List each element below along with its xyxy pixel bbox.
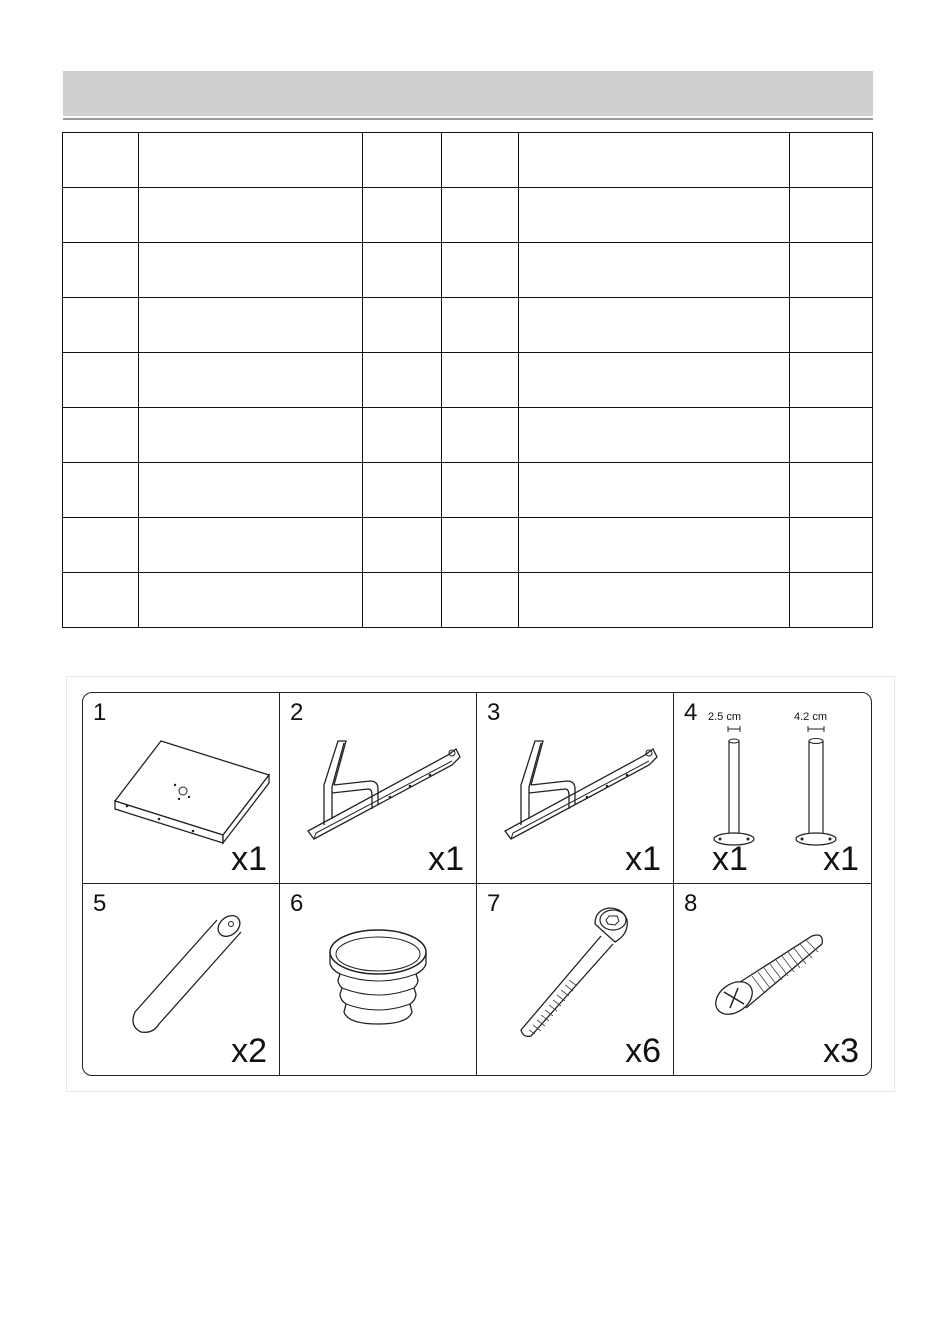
table-row (63, 188, 873, 243)
end-cap-illustration (280, 884, 477, 1076)
part-cell-7 (477, 884, 674, 1075)
part-quantity: x1 (625, 840, 661, 878)
table-row (63, 463, 873, 518)
table-row (63, 353, 873, 408)
table-row (63, 133, 873, 188)
part-number: 3 (487, 699, 501, 726)
header-bar (63, 71, 873, 116)
part-quantity: x6 (625, 1032, 661, 1070)
table-row (63, 518, 873, 573)
part-number: 1 (93, 699, 107, 726)
part-cell-3 (477, 693, 674, 884)
part-cell-8 (674, 884, 871, 1075)
part-cell-4 (674, 693, 871, 884)
part-number: 6 (290, 890, 304, 917)
part-number: 5 (93, 890, 107, 917)
part-cell-2 (280, 693, 477, 884)
table-row (63, 573, 873, 628)
table-row (63, 298, 873, 353)
part-cell-6 (280, 884, 477, 1075)
part-quantity: x1 (428, 840, 464, 878)
part-cell-5 (83, 884, 280, 1075)
table-row (63, 243, 873, 298)
part-number: 7 (487, 890, 501, 917)
parts-table (62, 132, 873, 628)
pole-dimension-small: 2.5 cm (708, 711, 742, 723)
part-cell-1 (83, 693, 280, 884)
part-quantity: x1 (712, 840, 748, 878)
parts-grid (82, 692, 872, 1076)
part-number: 2 (290, 699, 304, 726)
part-quantity: x1 (231, 840, 267, 878)
part-quantity: x1 (823, 840, 859, 878)
part-quantity: x2 (231, 1032, 267, 1070)
part-number: 4 (684, 699, 698, 726)
part-quantity: x3 (823, 1032, 859, 1070)
table-row (63, 408, 873, 463)
part-number: 8 (684, 890, 698, 917)
header-rule (63, 118, 873, 120)
pole-dimension-large: 4.2 cm (794, 711, 828, 723)
